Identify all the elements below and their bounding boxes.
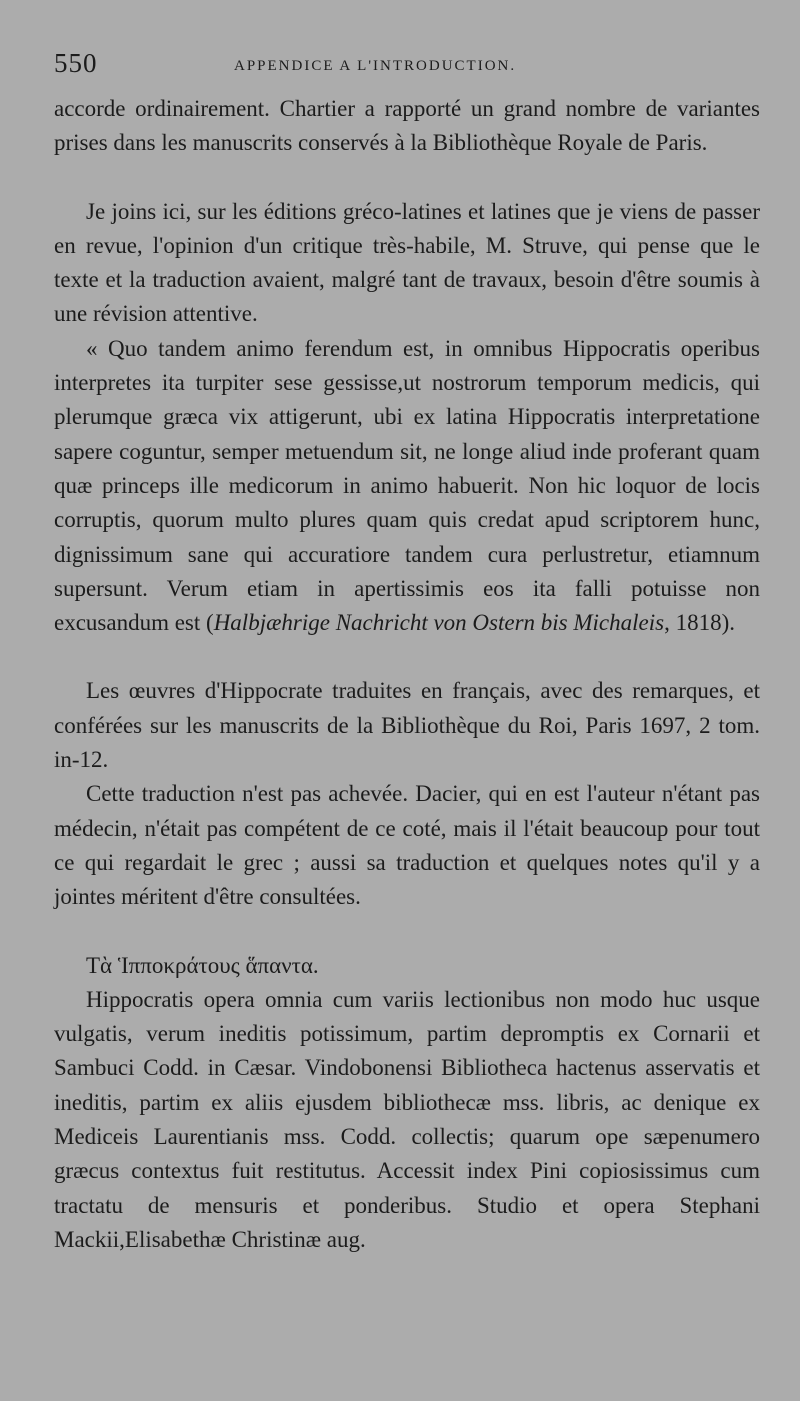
paragraph-6: Hippocratis opera omnia cum variis lectionibus non modo huc usque vulgatis, verum ineditis potissimum, partim depromptis ex Cornarii et Sambuci Codd. in Cæsar. Vindobonensi Bibliotheca hactenus asservatis et ineditis, partim ex aliis ejusdem bibliothecæ mss. libris, ac denique ex Mediceis Laurentianis mss. Codd. collectis; quarum ope sæpenumero græcus contextus fuit restitutus. Accessit index Pini copiosissimus cum tractatu de mensuris et ponderibus. Studio et opera Stephani Mackii,Elisabethæ Christinæ aug. (54, 986, 760, 1252)
greek-title: Τὰ Ἱπποκράτους ἅπαντα. (86, 952, 319, 978)
quote-text: « Quo tandem animo ferendum est, in omnibus Hippocratis operibus interpretes ita turpiter sese gessisse,ut nostrorum temporum medicis, qui plerumque græca vix attigerunt, ubi ex latina Hippocratis interpretatione sapere coguntur, semper metuendum sit, ne longe aliud inde proferant quam quæ princeps ille medicorum in animo habuerit. Non hic loquor de locis corruptis, quorum multo plures quam quis credat apud scriptorem hunc, dignissimum sane qui accuratiore tandem cura perlustretur, etiamnum supersunt. Verum etiam in apertissimis eos ita falli potuisse non excusandum est ( (54, 335, 760, 636)
paragraph-2: Je joins ici, sur les éditions gréco-latines et latines que je viens de passer en revue, l'opinion d'un critique très-habile, M. Struve, qui pense que le texte et la traduction avaient, malgré tant de travaux, besoin d'être soumis à une révision attentive. (54, 198, 760, 327)
paragraph-gap (54, 640, 760, 674)
paragraph-3-quote (54, 332, 760, 641)
paragraph-gap (54, 915, 760, 949)
paragraph-1: accorde ordinairement. Chartier a rapporté un grand nombre de variantes prises dans les manuscrits conservés à la Bibliothèque Royale de Paris. (54, 96, 760, 156)
page-number: 550 (54, 48, 98, 78)
running-title: APPENDICE A L'INTRODUCTION. (234, 58, 517, 74)
paragraph-gap (54, 161, 760, 195)
page-header (54, 48, 764, 84)
paragraph-4: Les œuvres d'Hippocrate traduites en français, avec des remarques, et conférées sur les manuscrits de la Bibliothèque du Roi, Paris 1697, 2 tom. in-12. (54, 678, 760, 773)
reference-title: Halbjæhrige Nachricht von Ostern bis Michaleis (213, 610, 665, 636)
paragraph-5: Cette traduction n'est pas achevée. Dacier, qui en est l'auteur n'étant pas médecin, n'était pas compétent de ce coté, mais il l'était beaucoup pour tout ce qui regardait le grec ; aussi sa traduction et quelques notes qu'il y a jointes méritent d'être consultées. (54, 781, 760, 910)
page-body (54, 92, 760, 1257)
reference-end: , 1818). (664, 610, 735, 636)
